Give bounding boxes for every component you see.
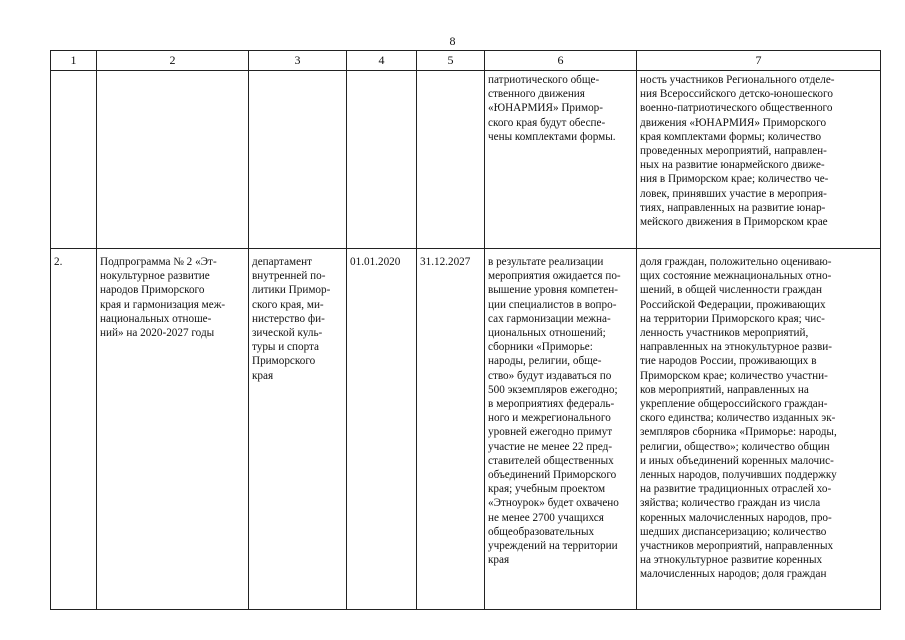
- table-row-subprogram-2: [51, 249, 881, 610]
- page-number: 8: [449, 34, 456, 48]
- header-row: [51, 51, 881, 71]
- cell-indicators: ность участников Регионального отделе- ния Всероссийского детско-юношеского военно-патриотического общественного движения «ЮНАРМИЯ» Приморского края комплектами формы; количество проведенных мероприятий, направлен- ных на развитие юнармейского движе- ния в Приморском крае; количество че- ловек, принявших участие в мероприя- тиях, направленных на развитие юнар- мейского движения в Приморском крае: [637, 71, 881, 249]
- program-table: [50, 50, 881, 610]
- cell-program-name: Подпрограмма № 2 «Эт- нокультурное развитие народов Приморского края и гармонизация меж- национальных отноше- ний» на 2020-2027 годы: [97, 249, 249, 610]
- table-row-continuation: [51, 71, 881, 249]
- header-cell-6: 6: [485, 51, 637, 71]
- cell-start-date: [347, 71, 417, 249]
- cell-start-date: 01.01.2020: [347, 249, 417, 610]
- cell-number: [51, 71, 97, 249]
- cell-program-name: [97, 71, 249, 249]
- cell-executor: [249, 71, 347, 249]
- cell-expected-result: патриотического обще- ственного движения «ЮНАРМИЯ» Примор- ского края будут обеспе- чены комплектами формы.: [485, 71, 637, 249]
- header-cell-3: 3: [249, 51, 347, 71]
- header-cell-1: 1: [51, 51, 97, 71]
- cell-end-date: 31.12.2027: [417, 249, 485, 610]
- header-cell-2: 2: [97, 51, 249, 71]
- cell-end-date: [417, 71, 485, 249]
- cell-number: 2.: [51, 249, 97, 610]
- cell-executor: департамент внутренней по- литики Примор- ского края, ми- нистерство фи- зической куль- туры и спорта Приморского края: [249, 249, 347, 610]
- header-cell-4: 4: [347, 51, 417, 71]
- cell-expected-result: в результате реализации мероприятия ожидается по- вышение уровня компетен- ции специалистов в вопро- сах гармонизации межна- циональных отношений; сборники «Приморье: народы, религии, обще- ство» будут издаваться по 500 экземпляров ежегодно; в мероприятиях федераль- ного и межрегионального уровней ежегодно примут участие не менее 22 пред- ставителей общественных объединений Приморского края; учебным проектом «Этноурок» будет охвачено не менее 2700 учащихся общеобразовательных учреждений на территории края: [485, 249, 637, 610]
- header-cell-5: 5: [417, 51, 485, 71]
- cell-indicators: доля граждан, положительно оцениваю- щих состояние межнациональных отно- шений, в общей численности граждан Российской Федерации, проживающих на территории Приморского края; чис- ленность участников мероприятий, направленных на этнокультурное разви- тие народов России, проживающих в Приморском крае; количество участни- ков мероприятий, направленных на укрепление общероссийского граждан- ского единства; количество изданных эк- земпляров сборника «Приморье: народы, религии, общество»; количество общин и иных объединений коренных малочис- ленных народов, получивших поддержку на развитие традиционных отраслей хо- зяйства; количество граждан из числа коренных малочисленных народов, про- шедших диспансеризацию; количество участников мероприятий, направленных на этнокультурное развитие коренных малочисленных народов; доля граждан: [637, 249, 881, 610]
- header-cell-7: 7: [637, 51, 881, 71]
